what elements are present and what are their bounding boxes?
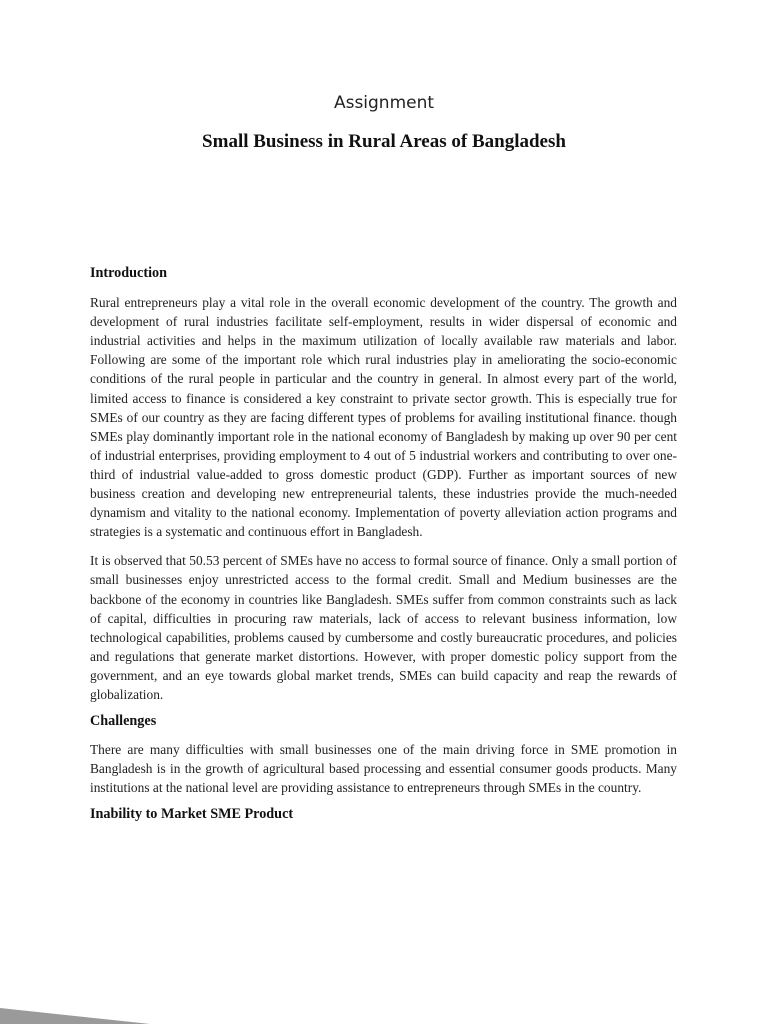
- footer-decoration: [0, 988, 768, 1024]
- section-heading-challenges: Challenges: [90, 713, 157, 730]
- footer-wedge-shape: [0, 1008, 150, 1024]
- document-label: Assignment: [333, 93, 435, 113]
- document-body: [90, 264, 677, 825]
- section-heading-introduction: Introduction: [90, 265, 167, 281]
- paragraph-challenges-1: There are many difficulties with small businesses one of the main driving force in SME promotion in Bangladesh is in the growth of agricultural based processing and essential consumer goods products. Many institutions at the national level are providing assistance to entrepreneurs through SMEs in the country.: [90, 742, 677, 796]
- paragraph-introduction-1: Rural entrepreneurs play a vital role in the overall economic development of the country. The growth and development of rural industries facilitate self-employment, results in wider dispersal of economic and industrial activities and helps in the maximum utilization of locally available raw materials and labor. Following are some of the important role which rural industries play in ameliorating the socio-economic conditions of the rural people in particular and the country in general. In almost every part of the world, limited access to finance is considered a key constraint to private sector growth. This is especially true for SMEs of our country as they are facing different types of problems for availing institutional finance. though SMEs play dominantly important role in the national economy of Bangladesh by making up over 90 per cent of industrial enterprises, providing employment to 4 out of 5 industrial workers and contributing to over one-third of industrial value-added to gross domestic product (GDP). Further as important sources of new business creation and developing new entrepreneurial talents, these industries provide the much-needed dynamism and vitality to the national economy. Implementation of poverty alleviation action programs and strategies is a systematic and continuous effort in Bangladesh.: [90, 295, 677, 540]
- section-heading-inability-to-market: Inability to Market SME Product: [90, 806, 294, 823]
- document-title: Small Business in Rural Areas of Bangladesh: [202, 131, 566, 152]
- paragraph-introduction-2: It is observed that 50.53 percent of SMEs have no access to formal source of finance. Only a small portion of small businesses enjoy unrestricted access to the formal credit. Small and Medium businesses are the backbone of the economy in countries like Bangladesh. SMEs suffer from common constraints such as lack of capital, difficulties in procuring raw materials, lack of access to relevant business information, low technological capabilities, problems caused by cumbersome and costly bureaucratic procedures, and policies and regulations that generate market distortions. However, with proper domestic policy support from the government, and an eye towards global market trends, SMEs can build capacity and reap the rewards of globalization.: [90, 553, 677, 702]
